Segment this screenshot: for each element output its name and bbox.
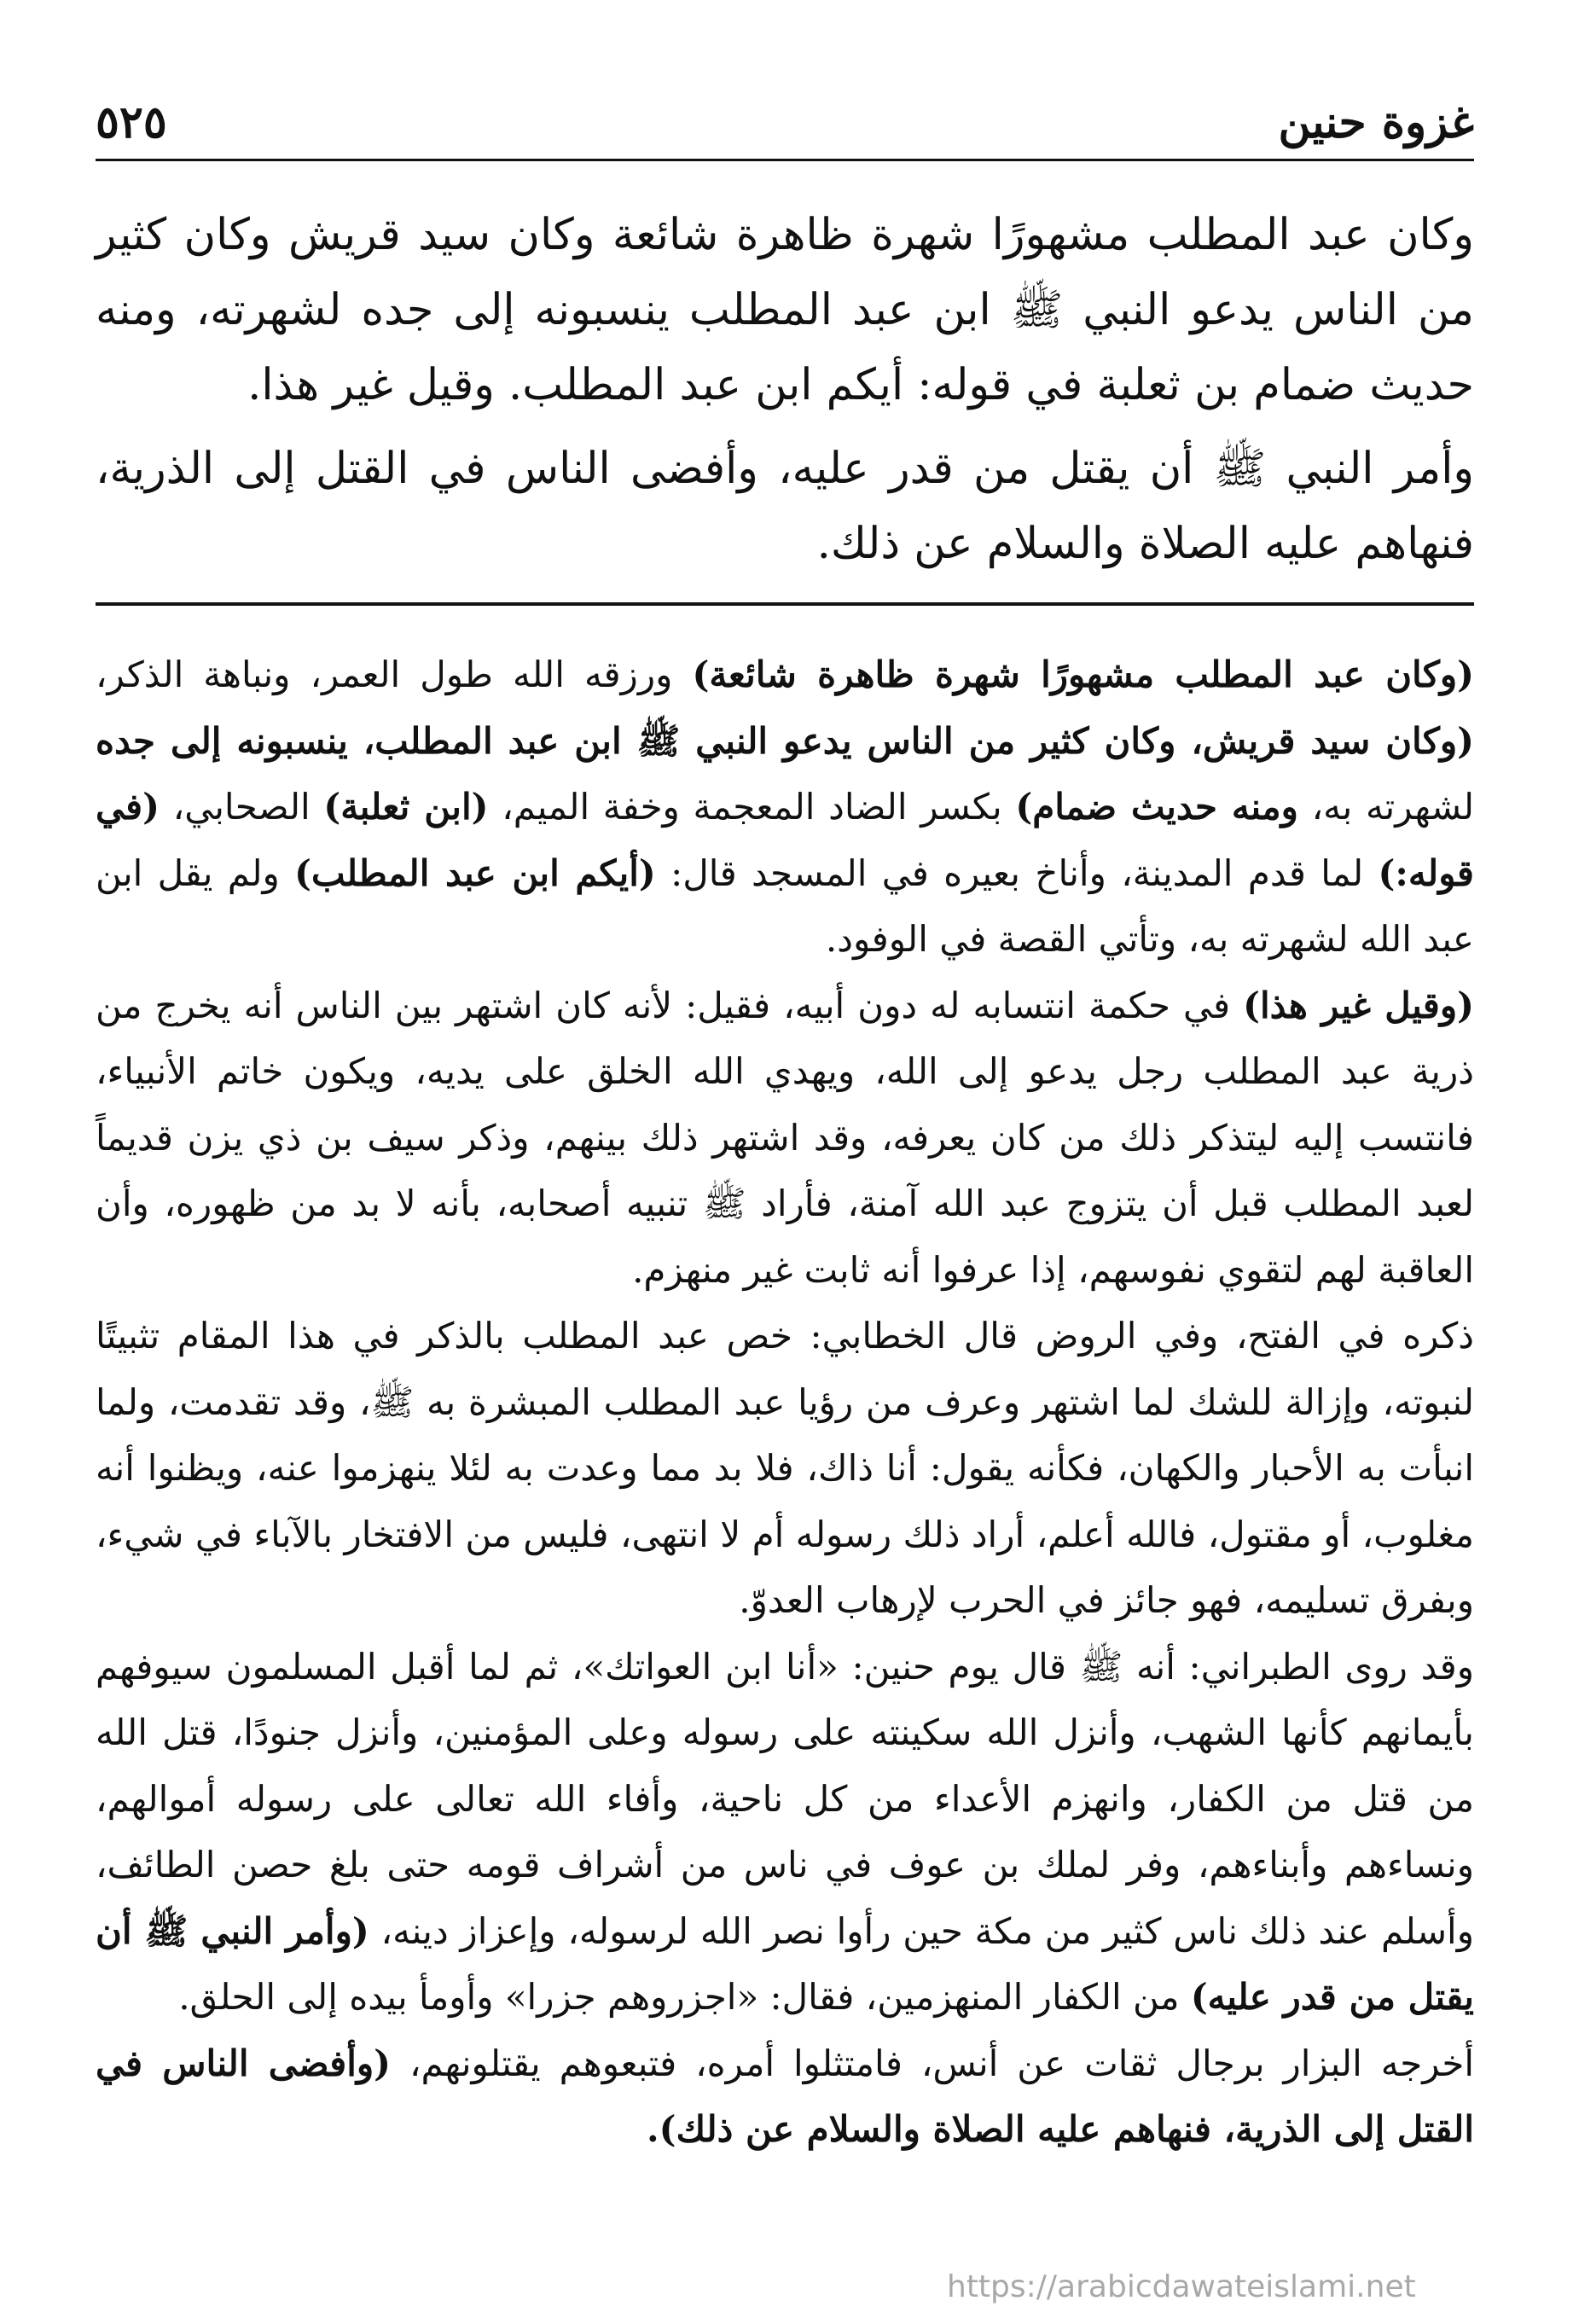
main-paragraph: وأمر النبي ﷺ أن يقتل من قدر عليه، وأفضى الناس في القتل إلى الذرية، فنهاهم عليه الصلاة والسلام عن ذلك. (96, 444, 1474, 569)
commentary-text: لشهرته به، (1297, 786, 1475, 828)
quoted-text: (ابن ثعلبة) (323, 786, 489, 828)
main-text (96, 198, 1474, 582)
page-header (96, 89, 1474, 161)
watermark-url: https://arabicdawateislami.net (947, 2269, 1416, 2304)
quoted-text: (وقيل غير هذا) (1243, 984, 1474, 1026)
commentary-text: ولم يقل ابن عبد الله لشهرته به، وتأتي القصة في الوفود. (96, 851, 1474, 960)
quoted-text: (وكان سيد قريش، وكان كثير من الناس يدعو النبي ﷺ ابن عبد المطلب، ينسبونه إلى جده (96, 719, 1475, 762)
running-title: غزوة حنين (1278, 96, 1474, 148)
commentary-paragraph (96, 642, 1474, 973)
commentary-text: من الكفار المنهزمين، فقال: «اجزروهم جزرا» وأومأ بيده إلى الحلق. (178, 1976, 1191, 2018)
commentary-text: بكسر الضاد المعجمة وخفة الميم، (488, 786, 1016, 828)
commentary-text: وقد روى الطبراني: أنه ﷺ قال يوم حنين: «أنا ابن العواتك»، ثم لما أقبل المسلمون سيوفهم بأيمانهم كأنها الشهب، وأنزل الله سكينته على رسوله وعلى المؤمنين، وأنزل جنودًا، قتل الله من قتل من الكفار، وانهزم الأعداء من كل ناحية، وأفاء الله تعالى على رسوله أموالهم، ونساءهم وأبناءهم، وفر لملك بن عوف في ناس من أشراف قومه حتى بلغ حصن الطائف، وأسلم عند ذلك ناس كثير من مكة حين رأوا نصر الله لرسوله، وإعزاز دينه، (96, 1645, 1474, 1952)
quoted-text: ومنه حديث ضمام) (1015, 786, 1298, 828)
quoted-text: (في قوله:) (96, 786, 1474, 894)
commentary-paragraph (96, 2031, 1474, 2163)
quoted-text: (وكان عبد المطلب مشهورًا شهرة ظاهرة شائعة) (692, 654, 1475, 695)
commentary-paragraph (96, 1303, 1474, 1634)
quoted-text: (أيكم ابن عبد المطلب) (294, 851, 656, 894)
commentary-text: لما قدم المدينة، وأناخ بعيره في المسجد قال: (655, 851, 1379, 894)
commentary-text: أخرجه البزار برجال ثقات عن أنس، فامتثلوا أمره، فتبعوهم يقتلونهم، (391, 2042, 1474, 2084)
commentary (96, 642, 1474, 2163)
quoted-text: (وأمر النبي ﷺ أن يقتل من قدر عليه) (96, 1909, 1474, 2018)
commentary-paragraph (96, 1634, 1474, 2031)
page-number: ٥٢٥ (96, 96, 167, 148)
commentary-text: ذكره في الفتح، وفي الروض قال الخطابي: خص عبد المطلب بالذكر في هذا المقام تثبيتًا لنبوته، وإزالة للشك لما اشتهر وعرف من رؤيا عبد المطلب المبشرة به ﷺ، وقد تقدمت، ولما انبأت به الأحبار والكهان، فكأنه يقول: أنا ذاك، فلا بد مما وعدت به لئلا ينهزموا عنه، ويظنوا أنه مغلوب، أو مقتول، فالله أعلم، أراد ذلك رسوله أم لا انتهى، فليس من الافتخار بالآباء في شيء، وبفرق تسليمه، فهو جائز في الحرب لإرهاب العدوّ. (96, 1315, 1474, 1621)
commentary-text: ورزقه الله طول العمر، ونباهة الذكر، (96, 654, 693, 695)
section-divider (96, 602, 1474, 606)
quoted-text: (وأفضى الناس في القتل إلى الذرية، فنهاهم عليه الصلاة والسلام عن ذلك). (96, 2042, 1474, 2150)
commentary-text: الصحابي، (159, 786, 324, 828)
commentary-paragraph (96, 973, 1474, 1304)
main-paragraph: وكان عبد المطلب مشهورًا شهرة ظاهرة شائعة وكان سيد قريش وكان كثير من الناس يدعو النبي ﷺ ابن عبد المطلب ينسبونه إلى جده لشهرته، ومنه حديث ضمام بن ثعلبة في قوله: أيكم ابن عبد المطلب. وقيل غير هذا. (96, 210, 1474, 410)
commentary-text: في حكمة انتسابه له دون أبيه، فقيل: لأنه كان اشتهر بين الناس أنه يخرج من ذرية عبد المطلب رجل يدعو إلى الله، ويهدي الله الخلق على يديه، ويكون خاتم الأنبياء، فانتسب إليه ليتذكر ذلك من كان يعرفه، وقد اشتهر ذلك بينهم، وذكر سيف بن ذي يزن قديماً لعبد المطلب قبل أن يتزوج عبد الله آمنة، فأراد ﷺ تنبيه أصحابه، بأنه لا بد من ظهوره، وأن العاقبة لهم لتقوي نفوسهم، إذا عرفوا أنه ثابت غير منهزم. (96, 984, 1474, 1291)
